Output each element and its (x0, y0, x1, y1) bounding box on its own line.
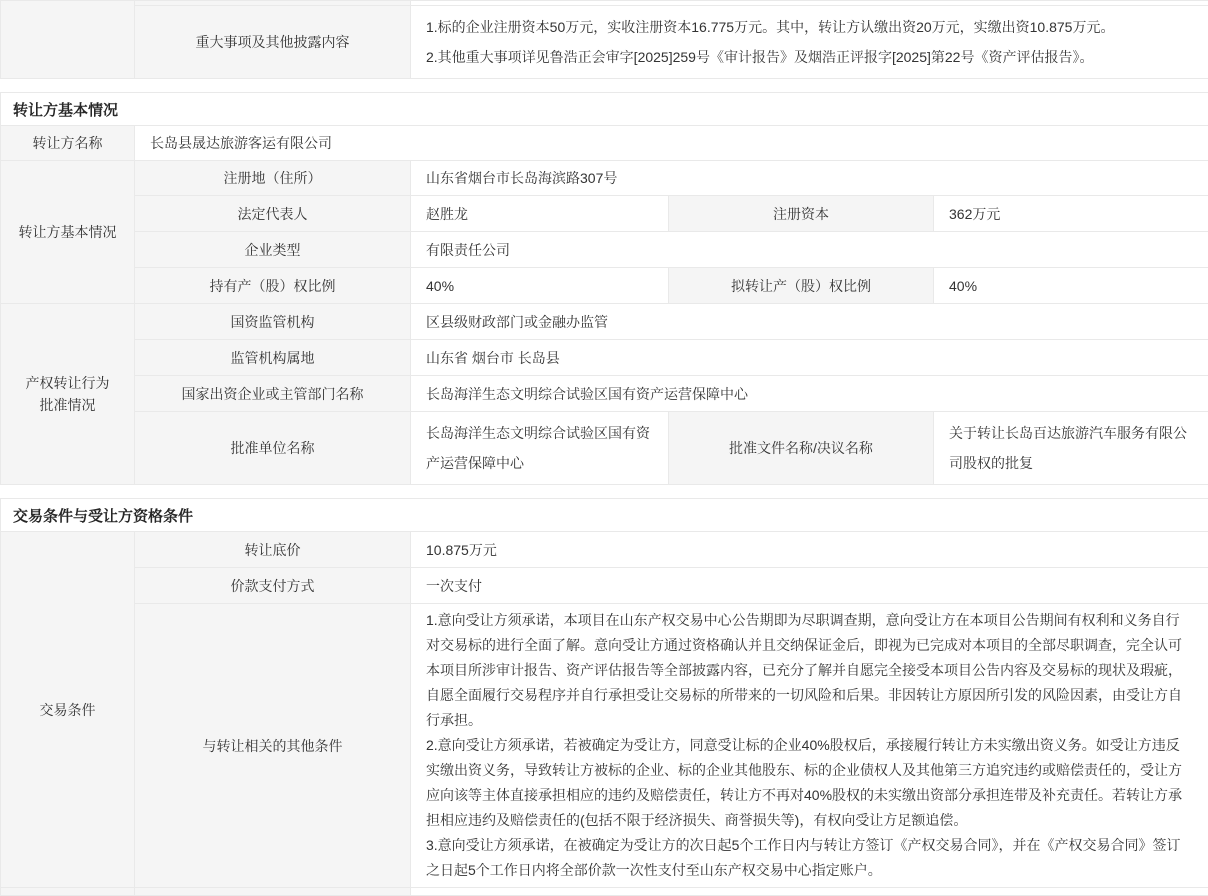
transfer-ratio-value: 40% (934, 268, 1208, 304)
transferor-name-row (1, 126, 1208, 161)
other-conditions-item-2: 2.意向受让方须承诺，若被确定为受让方，同意受让标的企业40%股权后，承接履行转让方未实缴出资义务。如受让方违反实缴出资义务，导致转让方被标的企业、标的企业其他股东、标的企业债权人及其他第三方追究违约或赔偿责任的，受让方应向该等主体直接承担相应的违约及赔偿责任，转让方不再对40%股权的未实缴出资部分承担连带及补充责任。若转让方承担相应违约及赔偿责任的(包括不限于经济损失、商誉损失等)，有权向受让方足额追偿。 (426, 733, 1193, 833)
transfer-ratio-label: 拟转让产（股）权比例 (669, 268, 934, 304)
clipped-bottom-label-cell (135, 888, 411, 896)
registered-capital-label: 注册资本 (669, 196, 934, 232)
payment-method-value: 一次支付 (411, 568, 1208, 604)
approval-doc-label: 批准文件名称/决议名称 (669, 412, 934, 485)
clipped-bottom-group-cell (1, 888, 135, 896)
clipped-bottom-value-cell (411, 888, 1208, 896)
conditions-section-header (1, 499, 1208, 532)
registered-address-row (1, 161, 1208, 196)
transferor-section-title: 转让方基本情况 (1, 93, 1208, 126)
legal-rep-label: 法定代表人 (135, 196, 411, 232)
transferor-name-label: 转让方名称 (1, 126, 135, 161)
regulator-region-row (1, 340, 1208, 376)
other-conditions-value (411, 604, 1208, 888)
registered-address-label: 注册地（住所） (135, 161, 411, 196)
conditions-group-label: 交易条件 (1, 532, 135, 888)
conditions-section-title: 交易条件与受让方资格条件 (1, 499, 1208, 532)
floor-price-label: 转让底价 (135, 532, 411, 568)
payment-method-row (1, 568, 1208, 604)
registered-capital-value: 362万元 (934, 196, 1208, 232)
registered-address-value: 山东省烟台市长岛海滨路307号 (411, 161, 1208, 196)
disclosure-line-1: 1.标的企业注册资本50万元，实收注册资本16.775万元。其中，转让方认缴出资20万元，实缴出资10.875万元。 (426, 12, 1193, 42)
state-funded-enterprise-value: 长岛海洋生态文明综合试验区国有资产运营保障中心 (411, 376, 1208, 412)
regulator-label: 国资监管机构 (135, 304, 411, 340)
holding-ratio-row (1, 268, 1208, 304)
approval-doc-value: 关于转让长岛百达旅游汽车服务有限公司股权的批复 (934, 412, 1208, 485)
floor-price-row (1, 532, 1208, 568)
legal-rep-value: 赵胜龙 (411, 196, 669, 232)
transferor-name-value: 长岛县晟达旅游客运有限公司 (135, 126, 1208, 161)
conditions-table (0, 498, 1208, 896)
disclosure-row (1, 6, 1208, 79)
transferor-table (0, 92, 1208, 485)
disclosure-line-2: 2.其他重大事项详见鲁浩正会审字[2025]259号《审计报告》及烟浩正评报字[2025]第22号《资产评估报告》。 (426, 42, 1193, 72)
regulator-region-label: 监管机构属地 (135, 340, 411, 376)
approval-unit-row (1, 412, 1208, 485)
disclosure-table (0, 0, 1208, 79)
other-conditions-item-3: 3.意向受让方须承诺，在被确定为受让方的次日起5个工作日内与转让方签订《产权交易合同》，并在《产权交易合同》签订之日起5个工作日内将全部价款一次性支付至山东产权交易中心指定账户。 (426, 833, 1193, 883)
company-type-value: 有限责任公司 (411, 232, 1208, 268)
basic-group-label: 转让方基本情况 (1, 161, 135, 304)
regulator-row (1, 304, 1208, 340)
payment-method-label: 价款支付方式 (135, 568, 411, 604)
holding-ratio-value: 40% (411, 268, 669, 304)
state-funded-enterprise-row (1, 376, 1208, 412)
holding-ratio-label: 持有产（股）权比例 (135, 268, 411, 304)
other-conditions-row (1, 604, 1208, 888)
approval-unit-label: 批准单位名称 (135, 412, 411, 485)
other-conditions-label: 与转让相关的其他条件 (135, 604, 411, 888)
state-funded-enterprise-label: 国家出资企业或主管部门名称 (135, 376, 411, 412)
regulator-region-value: 山东省 烟台市 长岛县 (411, 340, 1208, 376)
regulator-value: 区县级财政部门或金融办监管 (411, 304, 1208, 340)
approval-group-label-line2: 批准情况 (11, 394, 124, 416)
disclosure-label: 重大事项及其他披露内容 (135, 6, 411, 79)
company-type-label: 企业类型 (135, 232, 411, 268)
disclosure-value (411, 6, 1208, 79)
company-type-row (1, 232, 1208, 268)
approval-group-label-line1: 产权转让行为 (11, 372, 124, 394)
legal-rep-row (1, 196, 1208, 232)
approval-group-label (1, 304, 135, 485)
floor-price-value: 10.875万元 (411, 532, 1208, 568)
group-label-clipped (1, 1, 135, 79)
approval-unit-value: 长岛海洋生态文明综合试验区国有资产运营保障中心 (411, 412, 669, 485)
transferor-section-header (1, 93, 1208, 126)
other-conditions-item-1: 1.意向受让方须承诺，本项目在山东产权交易中心公告期即为尽职调查期，意向受让方在本项目公告期间有权利和义务自行对交易标的进行全面了解。意向受让方通过资格确认并且交纳保证金后，即视为已完成对本项目的全部尽职调查，完全认可本项目所涉审计报告、资产评估报告等全部披露内容，已充分了解并自愿完全接受本项目公告内容及交易标的现状及瑕疵，自愿全面履行交易程序并自行承担受让交易标的所带来的一切风险和后果。非因转让方原因所引发的风险因素，由受让方自行承担。 (426, 608, 1193, 733)
clipped-row-bottom (1, 888, 1208, 896)
